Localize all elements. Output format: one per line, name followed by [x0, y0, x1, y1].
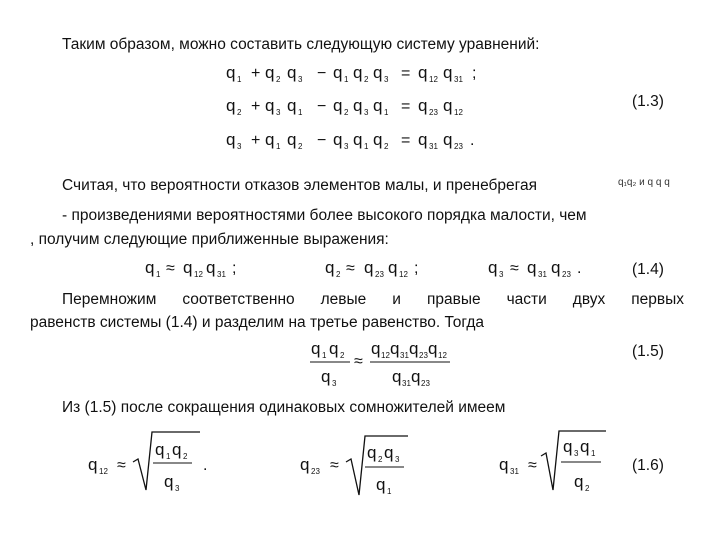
svg-text:2: 2 — [384, 142, 389, 151]
eq-1-3-row-3 — [226, 130, 474, 151]
svg-text:1: 1 — [384, 108, 389, 117]
svg-text:2: 2 — [276, 75, 281, 84]
svg-text:q: q — [488, 258, 498, 277]
svg-text:2: 2 — [344, 108, 349, 117]
svg-text:q: q — [353, 96, 363, 115]
svg-text:q: q — [300, 455, 310, 474]
svg-text:q: q — [206, 258, 216, 277]
svg-text:23: 23 — [454, 142, 463, 151]
svg-text:q: q — [411, 367, 421, 386]
svg-text:q: q — [226, 63, 236, 82]
svg-text:q: q — [373, 96, 383, 115]
svg-text:q: q — [287, 96, 297, 115]
svg-text:q: q — [172, 440, 182, 459]
svg-text:q: q — [311, 339, 321, 358]
svg-text:1: 1 — [166, 452, 171, 461]
svg-text:q: q — [563, 437, 573, 456]
svg-text:q: q — [418, 130, 428, 149]
svg-text:31: 31 — [402, 379, 411, 388]
svg-text:1: 1 — [364, 142, 369, 151]
svg-text:1: 1 — [387, 487, 392, 496]
svg-text:q: q — [499, 455, 509, 474]
paragraph-line: - произведениями вероятностями более высокого порядка малости, чем — [62, 207, 587, 224]
svg-text:3: 3 — [364, 108, 369, 117]
svg-text:q: q — [392, 367, 402, 386]
svg-text:q: q — [333, 63, 343, 82]
svg-text:q: q — [265, 63, 275, 82]
svg-text:23: 23 — [562, 270, 571, 279]
svg-text:31: 31 — [538, 270, 547, 279]
equation-number-1-5: (1.5) — [632, 343, 664, 360]
svg-text:≈: ≈ — [117, 457, 126, 474]
svg-text:12: 12 — [429, 75, 438, 84]
svg-text:q: q — [353, 63, 363, 82]
svg-text:=: = — [401, 65, 411, 82]
svg-text:≈: ≈ — [330, 457, 339, 474]
svg-text:;: ; — [414, 260, 419, 277]
svg-text:.: . — [470, 132, 475, 149]
svg-text:+: + — [251, 98, 261, 115]
svg-text:12: 12 — [438, 351, 447, 360]
svg-text:q: q — [390, 339, 400, 358]
intro-line: Таким образом, можно составить следующую систему уравнений: — [62, 36, 540, 53]
svg-text:q: q — [409, 339, 419, 358]
svg-text:31: 31 — [400, 351, 409, 360]
svg-text:;: ; — [232, 260, 237, 277]
svg-text:q: q — [376, 475, 386, 494]
equation-1-4 — [145, 258, 581, 279]
svg-text:12: 12 — [399, 270, 408, 279]
svg-text:.: . — [577, 260, 582, 277]
svg-text:=: = — [401, 132, 411, 149]
svg-text:q: q — [574, 472, 584, 491]
svg-text:q: q — [287, 63, 297, 82]
svg-text:;: ; — [472, 65, 477, 82]
svg-text:q: q — [443, 130, 453, 149]
svg-text:2: 2 — [364, 75, 369, 84]
svg-text:−: − — [317, 132, 327, 149]
equation-1-6-q31 — [499, 431, 606, 493]
svg-text:3: 3 — [175, 484, 180, 493]
svg-text:q: q — [164, 472, 174, 491]
paragraph-line: Из (1.5) после сокращения одинаковых сомножителей имеем — [62, 399, 506, 416]
svg-text:q: q — [226, 130, 236, 149]
svg-text:2: 2 — [340, 351, 345, 360]
svg-text:−: − — [317, 65, 327, 82]
svg-text:q: q — [551, 258, 561, 277]
svg-text:12: 12 — [194, 270, 203, 279]
svg-text:q: q — [145, 258, 155, 277]
svg-text:23: 23 — [375, 270, 384, 279]
equation-number-1-6: (1.6) — [632, 457, 664, 474]
svg-text:≈: ≈ — [166, 260, 175, 277]
svg-text:2: 2 — [298, 142, 303, 151]
svg-text:12: 12 — [99, 467, 108, 476]
svg-text:+: + — [251, 65, 261, 82]
svg-text:12: 12 — [381, 351, 390, 360]
svg-text:3: 3 — [237, 142, 242, 151]
svg-text:q: q — [443, 96, 453, 115]
equation-1-6-q12 — [88, 432, 207, 493]
eq-1-3-row-2 — [226, 96, 463, 117]
svg-text:23: 23 — [311, 467, 320, 476]
paragraph-line: , получим следующие приближенные выражения: — [30, 231, 389, 248]
svg-text:23: 23 — [419, 351, 428, 360]
svg-text:q: q — [155, 440, 165, 459]
svg-text:q: q — [226, 96, 236, 115]
svg-text:2: 2 — [183, 452, 188, 461]
svg-text:q: q — [367, 443, 377, 462]
svg-text:23: 23 — [421, 379, 430, 388]
svg-text:q: q — [265, 130, 275, 149]
svg-text:≈: ≈ — [528, 457, 537, 474]
svg-text:1: 1 — [276, 142, 281, 151]
equation-system-1-3 — [226, 63, 476, 151]
svg-text:31: 31 — [454, 75, 463, 84]
svg-text:q: q — [428, 339, 438, 358]
equation-1-5 — [310, 339, 450, 388]
svg-text:≈: ≈ — [346, 260, 355, 277]
svg-text:q: q — [333, 96, 343, 115]
svg-text:2: 2 — [378, 455, 383, 464]
svg-text:q: q — [364, 258, 374, 277]
svg-text:2: 2 — [237, 108, 242, 117]
svg-text:3: 3 — [395, 455, 400, 464]
svg-text:3: 3 — [499, 270, 504, 279]
svg-text:3: 3 — [384, 75, 389, 84]
svg-text:q: q — [333, 130, 343, 149]
svg-text:1: 1 — [322, 351, 327, 360]
equation-number-1-4: (1.4) — [632, 261, 664, 278]
svg-text:q: q — [388, 258, 398, 277]
svg-text:1: 1 — [591, 449, 596, 458]
svg-text:q: q — [418, 96, 428, 115]
svg-text:q: q — [265, 96, 275, 115]
svg-text:q: q — [373, 63, 383, 82]
svg-text:q: q — [321, 367, 331, 386]
svg-text:≈: ≈ — [354, 353, 363, 370]
svg-text:q: q — [325, 258, 335, 277]
svg-text:1: 1 — [237, 75, 242, 84]
svg-text:q: q — [418, 63, 428, 82]
svg-text:q: q — [527, 258, 537, 277]
equation-number-1-3: (1.3) — [632, 93, 664, 110]
svg-text:1: 1 — [298, 108, 303, 117]
svg-text:1: 1 — [344, 75, 349, 84]
svg-text:q: q — [183, 258, 193, 277]
svg-text:31: 31 — [429, 142, 438, 151]
svg-text:=: = — [401, 98, 411, 115]
svg-text:3: 3 — [298, 75, 303, 84]
svg-text:31: 31 — [217, 270, 226, 279]
paragraph-line: равенств системы (1.4) и разделим на третье равенство. Тогда — [30, 314, 485, 331]
svg-text:3: 3 — [344, 142, 349, 151]
paragraph-line: Считая, что вероятности отказов элементов малы, и пренебрегая — [62, 177, 537, 194]
svg-text:q: q — [353, 130, 363, 149]
svg-text:+: + — [251, 132, 261, 149]
svg-text:≈: ≈ — [510, 260, 519, 277]
inline-products-expression: q₁q₂ и q q q — [618, 177, 670, 188]
svg-text:31: 31 — [510, 467, 519, 476]
paragraph-line: Перемножим соответственно левые и правые части двух первых — [62, 291, 684, 308]
svg-text:2: 2 — [336, 270, 341, 279]
svg-text:q: q — [287, 130, 297, 149]
svg-text:q: q — [443, 63, 453, 82]
svg-text:q: q — [329, 339, 339, 358]
svg-text:q: q — [371, 339, 381, 358]
svg-text:3: 3 — [574, 449, 579, 458]
svg-text:q: q — [384, 443, 394, 462]
svg-text:3: 3 — [276, 108, 281, 117]
svg-text:1: 1 — [156, 270, 161, 279]
svg-text:2: 2 — [585, 484, 590, 493]
svg-text:.: . — [203, 457, 208, 474]
svg-text:23: 23 — [429, 108, 438, 117]
equation-1-6-q23 — [300, 436, 408, 496]
svg-text:12: 12 — [454, 108, 463, 117]
svg-text:q: q — [580, 437, 590, 456]
svg-text:q: q — [373, 130, 383, 149]
svg-text:3: 3 — [332, 379, 337, 388]
svg-text:q: q — [88, 455, 98, 474]
eq-1-3-row-1 — [226, 63, 476, 84]
svg-text:−: − — [317, 98, 327, 115]
